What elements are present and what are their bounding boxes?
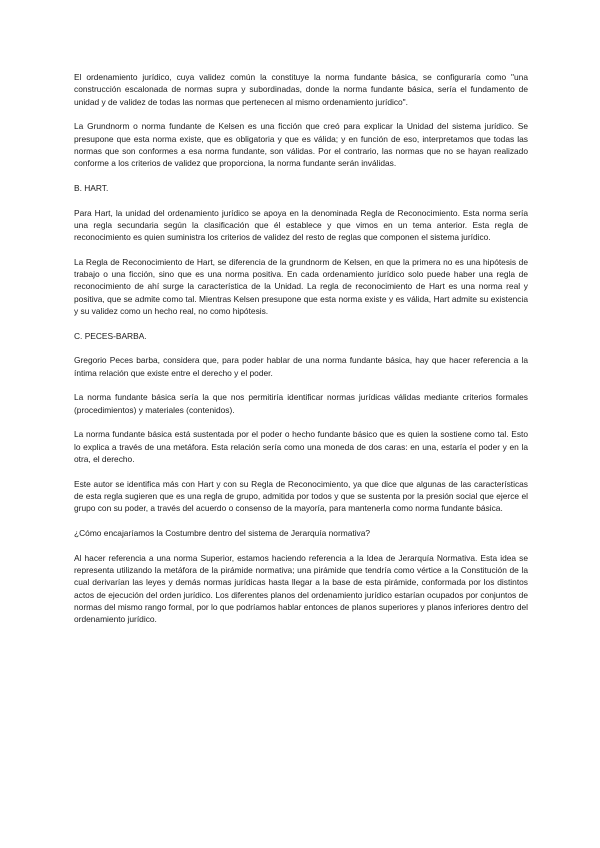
paragraph-norma-fundante-criterios: La norma fundante básica sería la que nos permitiría identificar normas jurídicas válidas mediante criterios formales (procedimientos) y materiales (contenidos).	[74, 392, 528, 415]
paragraph-regla-grupo: Este autor se identifica más con Hart y con su Regla de Reconocimiento, ya que dice que algunas de las características de esta regla sugieren que es una regla de grupo, admitida por todos y que se sustenta por la presión social que ejerce el grupo con su poder, a través del acuerdo o consenso de la mayoría, para mantenerla como norma fundante básica.	[74, 478, 528, 514]
paragraph-hart-regla: La Regla de Reconocimiento de Hart, se diferencia de la grundnorm de Kelsen, en que la primera no es una hipótesis de trabajo o una ficción, sino que es una norma positiva. En cada ordenamiento jurídico solo puede haber una regla de reconocimiento de ahí surge la característica de la Unidad. La regla de reconocimiento de Hart es una norma real y positiva, que se admite como tal. Mientras Kelsen presupone que esta norma existe y es válida, Hart admite su existencia y su validez como un hecho real, no como hipótesis.	[74, 256, 528, 317]
paragraph-norma-fundante-poder: La norma fundante básica está sustentada por el poder o hecho fundante básico que es quien la sostiene como tal. Esto lo explica a través de una metáfora. Esta relación sería como una moneda de dos caras: en una, estaría el poder y en la otra, el derecho.	[74, 429, 528, 464]
paragraph-grundnorm: La Grundnorm o norma fundante de Kelsen es una ficción que creó para explicar la Unidad del sistema jurídico. Se presupone que esta norma existe, que es obligatoria y que es válida; y en función de eso, interpretamos que todas las normas que son conformes a esa norma fundante, son válidas. Por el contrario, las normas que no se hayan realizado conforme a los criterios de validez que proporciona, la norma fundante serán inválidas.	[74, 121, 528, 169]
paragraph-ordenamiento: El ordenamiento jurídico, cuya validez común la constituye la norma fundante básica, se configuraría como "una construcción escalonada de normas supra y subordinadas, donde la norma fundante básica, sería el fundamento de unidad y de validez de todas las normas que pertenecen al mismo ordenamiento jurídico".	[74, 72, 528, 107]
question-heading-costumbre: ¿Cómo encajaríamos la Costumbre dentro del sistema de Jerarquía normativa?	[74, 527, 371, 538]
section-heading-peces-barba: C. PECES-BARBA.	[74, 330, 147, 341]
document-body	[74, 71, 528, 638]
paragraph-hart-unidad: Para Hart, la unidad del ordenamiento jurídico se apoya en la denominada Regla de Reconocimiento. Esta norma sería una regla secundaria según la clasificación que él establece y que vimos en un tema anterior. Esta regla de reconocimiento es quien suministra los criterios de validez del resto de reglas que componen el sistema jurídico.	[74, 207, 528, 243]
paragraph-jerarquia-normativa: Al hacer referencia a una norma Superior, estamos haciendo referencia a la Idea de Jerarquía Normativa. Esta idea se representa utilizando la metáfora de la pirámide normativa; una pirámide que tendría como vértice a la Constitución de la cual derivarían las leyes y demás normas jurídicas hasta llegar a la base de esta pirámide, conformada por los distintos actos de ejecución del orden jurídico. Los diferentes planos del ordenamiento jurídico estarían ocupados por conjuntos de normas del mismo rango formal, por lo que podríamos hablar entonces de planos superiores y planos inferiores dentro del ordenamiento jurídico.	[74, 552, 528, 625]
section-heading-hart: B. HART.	[74, 182, 109, 193]
paragraph-peces-barba-poder: Gregorio Peces barba, considera que, para poder hablar de una norma fundante básica, hay que hacer referencia a la íntima relación que existe entre el derecho y el poder.	[74, 355, 528, 378]
